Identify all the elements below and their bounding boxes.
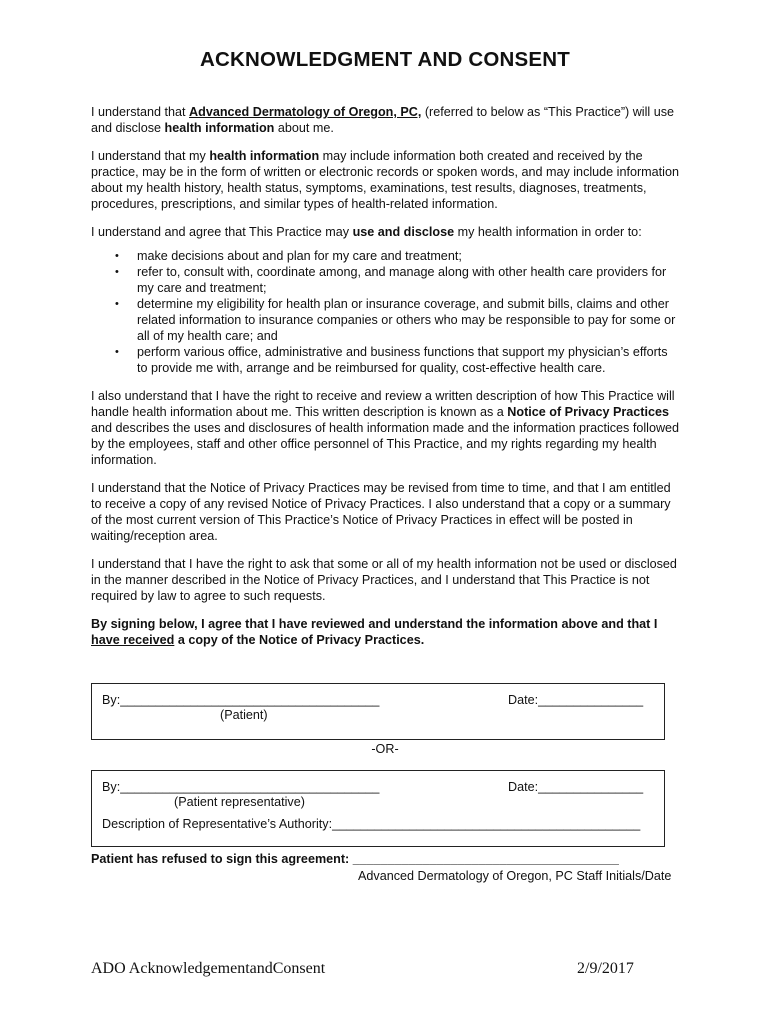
bold-term: health information bbox=[209, 149, 320, 163]
patient-signature-line[interactable]: By:_____________________________________ bbox=[102, 693, 380, 707]
refused-to-sign-line[interactable]: Patient has refused to sign this agreement: ______________________________________ bbox=[91, 852, 619, 866]
representative-signature-box bbox=[91, 770, 665, 847]
paragraph-health-information bbox=[91, 148, 681, 212]
footer-document-name: ADO AcknowledgementandConsent bbox=[91, 960, 326, 977]
list-item-text: perform various office, administrative and business functions that support my physician’s efforts to provide me with, arrange and be reimbursed for quality, cost-effective health care. bbox=[137, 345, 668, 375]
staff-initials-caption: Advanced Dermatology of Oregon, PC Staff Initials/Date bbox=[358, 869, 672, 883]
practice-name: Advanced Dermatology of Oregon, PC, bbox=[189, 105, 422, 119]
text: I also understand that I have the right to receive and review a written description of how This Practice will handle health information about me. This written description is known as a bbox=[91, 389, 675, 419]
list-item-text: make decisions about and plan for my care and treatment; bbox=[137, 249, 462, 263]
bullet-icon: • bbox=[115, 346, 119, 358]
bold-term: use and disclose bbox=[352, 225, 455, 239]
patient-date-line[interactable]: Date:_______________ bbox=[508, 693, 644, 707]
purposes-list bbox=[91, 248, 681, 376]
list-item bbox=[115, 248, 681, 264]
document-body bbox=[91, 104, 681, 660]
text: may include information both created and received by the practice, may be in the form of written or electronic records or spoken words, and may include information about my health history, health status, symptoms, examinations, test results, diagnoses, treatments, procedures, prescriptions, and similar types of health-related information. bbox=[91, 149, 679, 211]
paragraph-notice-of-privacy bbox=[91, 388, 681, 468]
bold-term: Notice of Privacy Practices bbox=[507, 405, 669, 419]
list-item-text: determine my eligibility for health plan or insurance coverage, and submit bills, claims and other related information to insurance companies or others who may be responsible to pay for some or all of my health care; and bbox=[137, 297, 676, 343]
list-item-text: refer to, consult with, coordinate among, and manage along with other health care providers for my care and treatment; bbox=[137, 265, 667, 295]
text: and describes the uses and disclosures of health information made and the information practices followed by the employees, staff and other office personnel of This Practice, and my rights regarding my health information. bbox=[91, 421, 680, 467]
text: a copy of the Notice of Privacy Practices. bbox=[174, 633, 425, 647]
bullet-icon: • bbox=[115, 250, 119, 262]
list-item bbox=[115, 296, 681, 344]
paragraph-revisions: I understand that the Notice of Privacy Practices may be revised from time to time, and that I am entitled to receive a copy of any revised Notice of Privacy Practices. I also understand that a copy or a summary of the most current version of This Practice’s Notice of Privacy Practices in effect will be posted in waiting/reception area. bbox=[91, 481, 671, 543]
representative-signature-line[interactable]: By:_____________________________________ bbox=[102, 780, 380, 794]
text: I understand that my bbox=[91, 149, 210, 163]
paragraph-restrictions: I understand that I have the right to ask that some or all of my health information not be used or disclosed in the manner described in the Notice of Privacy Practices, and I understand that This Practice is not required by law to agree to such requests. bbox=[91, 557, 677, 603]
list-item bbox=[115, 264, 681, 296]
patient-signature-box bbox=[91, 683, 665, 740]
bold-term: health information bbox=[164, 121, 275, 135]
document-title: ACKNOWLEDGMENT AND CONSENT bbox=[199, 48, 570, 71]
or-separator: -OR- bbox=[371, 742, 399, 756]
paragraph-practice-use bbox=[91, 104, 681, 136]
representative-caption: (Patient representative) bbox=[174, 795, 305, 809]
underlined-term: have received bbox=[91, 633, 175, 647]
footer-date: 2/9/2017 bbox=[577, 960, 634, 977]
authority-description-line[interactable]: Description of Representative’s Authority:____________________________________________ bbox=[102, 817, 641, 831]
representative-date-line[interactable]: Date:_______________ bbox=[508, 780, 644, 794]
bullet-icon: • bbox=[115, 266, 119, 278]
bullet-icon: • bbox=[115, 298, 119, 310]
text: I understand that bbox=[91, 105, 190, 119]
list-item bbox=[115, 344, 681, 376]
text: (referred to below as “This Practice”) will use and disclose bbox=[91, 105, 675, 135]
text: By signing below, I agree that I have reviewed and understand the information above and that I bbox=[91, 617, 658, 631]
paragraph-signing-statement bbox=[91, 616, 681, 648]
text: I understand and agree that This Practice may bbox=[91, 225, 353, 239]
paragraph-use-and-disclose bbox=[91, 224, 681, 240]
text: about me. bbox=[274, 121, 334, 135]
text: my health information in order to: bbox=[454, 225, 642, 239]
patient-caption: (Patient) bbox=[220, 708, 268, 722]
